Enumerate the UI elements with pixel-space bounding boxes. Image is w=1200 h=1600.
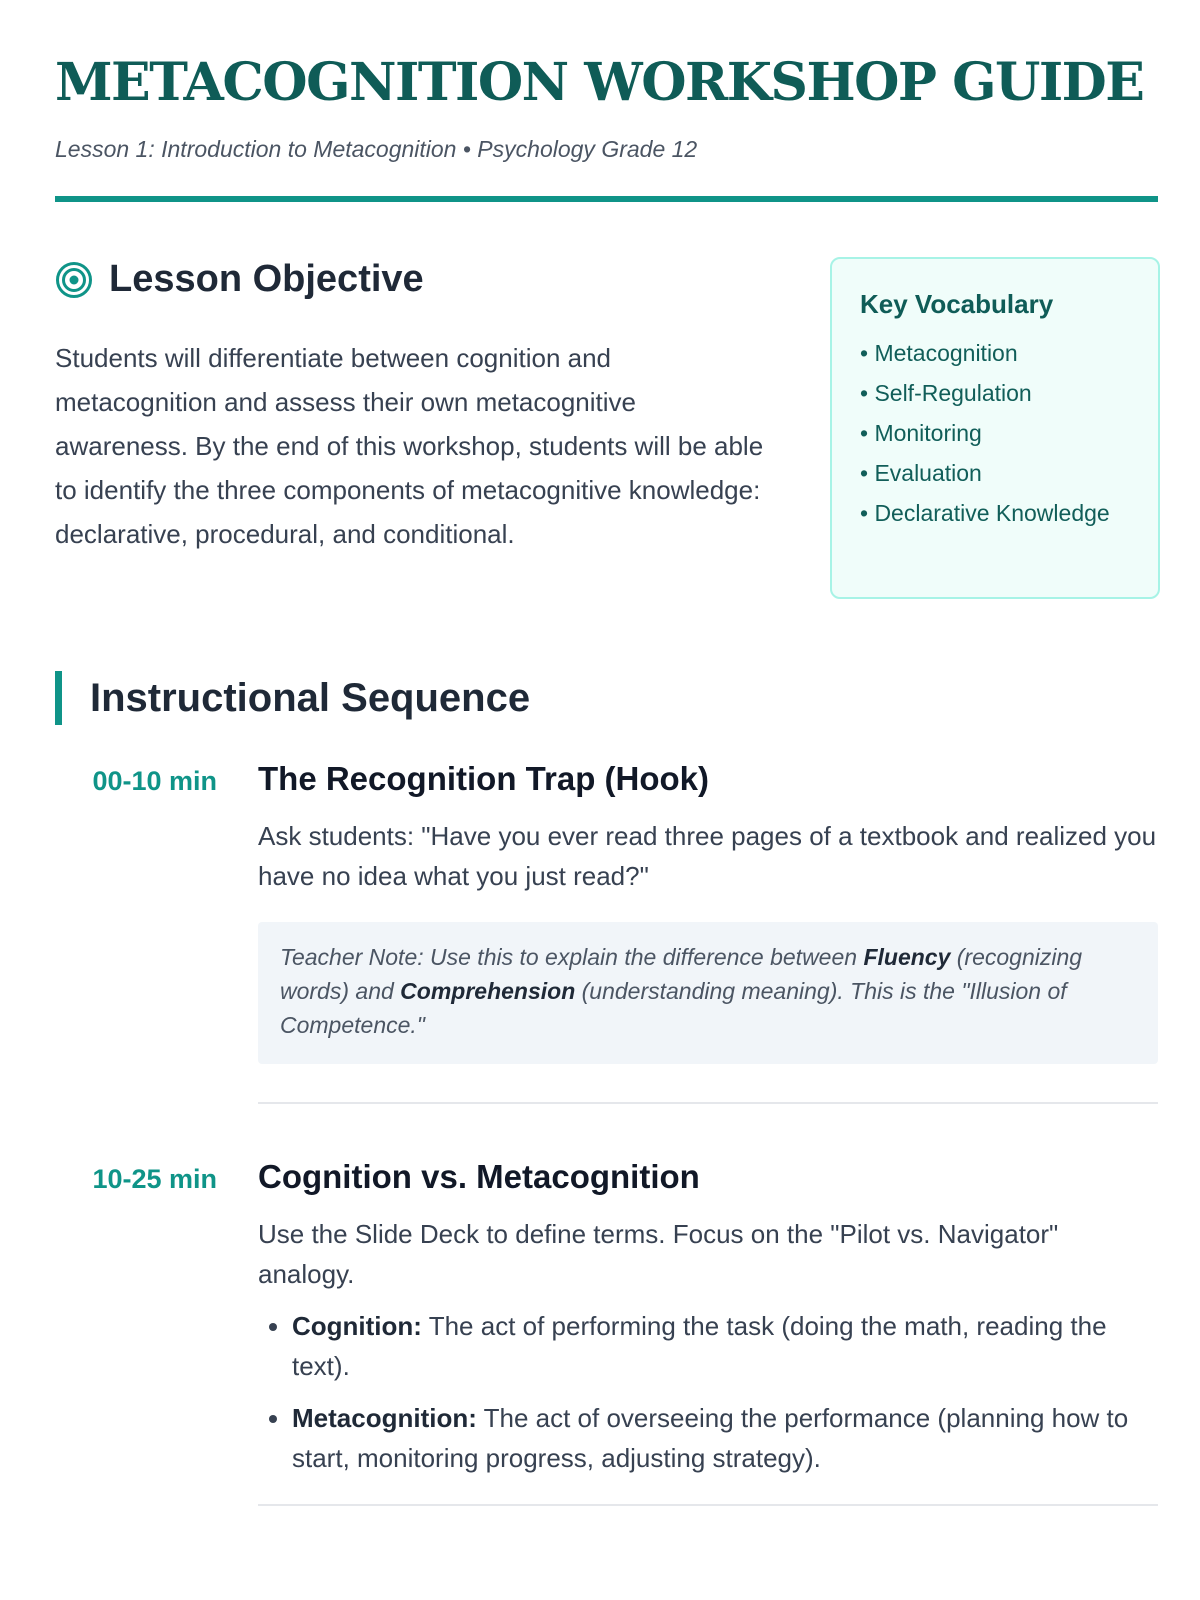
bullet-text: The act of overseeing the performance (planning how to start, monitoring progress, adjusting strategy). bbox=[292, 1403, 1129, 1473]
objective-heading-row bbox=[55, 258, 424, 301]
bullet-text: The act of performing the task (doing the math, reading the text). bbox=[292, 1311, 1107, 1381]
teacher-note bbox=[258, 922, 1158, 1064]
header-divider bbox=[55, 196, 1158, 202]
step-divider bbox=[258, 1504, 1158, 1506]
vocabulary-item: • Monitoring bbox=[860, 420, 982, 446]
vocabulary-list bbox=[860, 336, 1132, 530]
step-divider bbox=[258, 1102, 1158, 1104]
vocabulary-item: • Evaluation bbox=[860, 460, 982, 486]
vocabulary-item: • Metacognition bbox=[860, 340, 1018, 366]
bullet-term: Cognition: bbox=[292, 1311, 422, 1341]
teacher-note-text: (understanding meaning). This is the "Illusion of Competence." bbox=[280, 978, 1067, 1038]
page-title: METACOGNITION WORKSHOP GUIDE bbox=[55, 52, 1144, 113]
teacher-note-term: Comprehension bbox=[400, 978, 576, 1004]
objective-heading: Lesson Objective bbox=[109, 258, 424, 300]
step-title: The Recognition Trap (Hook) bbox=[258, 760, 709, 797]
bullet-metacognition bbox=[292, 1398, 1158, 1478]
target-icon bbox=[55, 261, 93, 299]
teacher-note-text: (recognizing words) and bbox=[280, 944, 1083, 1004]
key-vocabulary-box bbox=[830, 257, 1160, 599]
teacher-note-text: Teacher Note: Use this to explain the difference between bbox=[280, 944, 864, 970]
step-body bbox=[258, 1158, 1158, 1506]
teacher-note-term: Fluency bbox=[863, 944, 951, 970]
vocabulary-item: • Self-Regulation bbox=[860, 380, 1032, 406]
step-time: 00-10 min bbox=[92, 766, 217, 796]
vocabulary-item: • Declarative Knowledge bbox=[860, 500, 1110, 526]
objective-text: Students will differentiate between cognition and metacognition and assess their own metacognitive awareness. By the end of this workshop, students will be able to identify the three components of metacognitive knowledge: declarative, procedural, and conditional. bbox=[55, 343, 764, 549]
page-subtitle: Lesson 1: Introduction to Metacognition • Psychology Grade 12 bbox=[55, 136, 698, 162]
step-bullet-list bbox=[258, 1306, 1158, 1478]
sequence-heading-block bbox=[55, 671, 530, 725]
bullet-cognition bbox=[292, 1306, 1158, 1386]
bullet-term: Metacognition: bbox=[292, 1403, 477, 1433]
step-description: Ask students: "Have you ever read three pages of a textbook and realized you have no idea what you just read?" bbox=[258, 821, 1157, 891]
step-time: 10-25 min bbox=[92, 1164, 217, 1194]
step-body bbox=[258, 760, 1158, 1104]
step-description: Use the Slide Deck to define terms. Focus on the "Pilot vs. Navigator" analogy. bbox=[258, 1219, 1059, 1289]
sequence-heading: Instructional Sequence bbox=[90, 675, 531, 720]
step-title: Cognition vs. Metacognition bbox=[258, 1158, 700, 1195]
vocabulary-heading: Key Vocabulary bbox=[860, 289, 1054, 319]
